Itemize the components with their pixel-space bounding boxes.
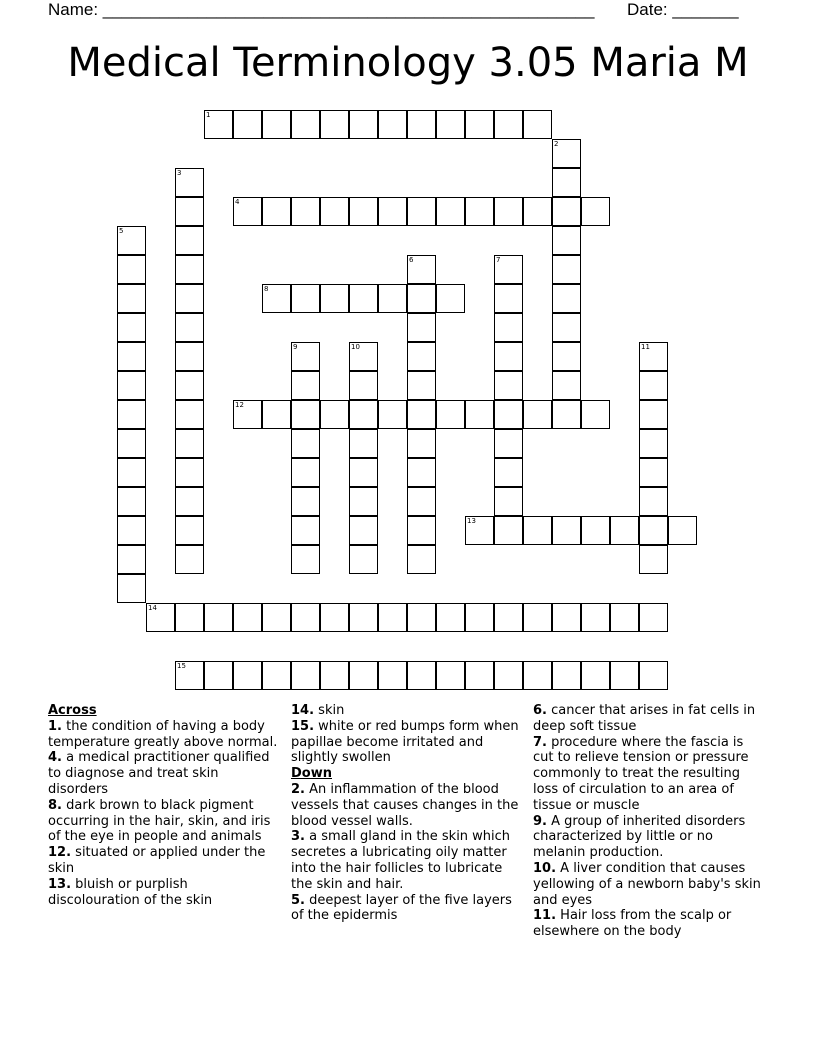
clue-text: Hair loss from the scalp or elsewhere on the body (533, 908, 732, 940)
grid-cell[interactable] (552, 313, 581, 342)
grid-cell[interactable] (117, 255, 146, 284)
clue-across-15 (291, 719, 523, 766)
clue-number: 2. (291, 781, 305, 797)
clue-number: 1. (48, 718, 62, 734)
grid-cell[interactable] (407, 458, 436, 487)
clue-text: skin (318, 703, 345, 718)
cell-number: 3 (177, 169, 182, 177)
grid-cell[interactable] (233, 661, 262, 690)
grid-cell[interactable] (291, 429, 320, 458)
grid-cell[interactable] (610, 661, 639, 690)
grid-cell[interactable] (204, 661, 233, 690)
grid-cell[interactable] (291, 603, 320, 632)
grid-cell[interactable] (552, 661, 581, 690)
grid-cell[interactable] (494, 487, 523, 516)
clue-number: 9. (533, 813, 547, 829)
clue-text: the condition of having a body temperature greatly above normal. (48, 718, 278, 750)
grid-cell[interactable] (639, 545, 668, 574)
grid-cell[interactable] (552, 255, 581, 284)
grid-cell[interactable] (175, 284, 204, 313)
grid-cell[interactable] (407, 429, 436, 458)
grid-cell[interactable] (175, 197, 204, 226)
grid-cell[interactable] (552, 197, 581, 226)
grid-cell[interactable] (552, 284, 581, 313)
grid-cell[interactable] (117, 313, 146, 342)
grid-cell[interactable] (639, 429, 668, 458)
grid-cell[interactable] (175, 255, 204, 284)
grid-cell[interactable] (407, 284, 436, 313)
grid-cell[interactable] (610, 603, 639, 632)
clue-number: 3. (291, 829, 305, 845)
grid-cell[interactable] (436, 603, 465, 632)
grid-cell[interactable] (117, 371, 146, 400)
clue-text: a medical practitioner qualified to diagnose and treat skin disorders (48, 750, 270, 797)
clue-across-12 (48, 845, 280, 877)
clue-across-14 (291, 703, 523, 719)
grid-cell[interactable] (523, 110, 552, 139)
grid-cell[interactable] (175, 400, 204, 429)
grid-cell[interactable] (175, 458, 204, 487)
grid-cell[interactable] (117, 429, 146, 458)
clue-down-9 (533, 814, 765, 861)
name-field[interactable]: Name: ____________________________________________________ (48, 0, 595, 19)
grid-cell[interactable] (494, 371, 523, 400)
grid-cell[interactable] (117, 545, 146, 574)
grid-cell[interactable] (117, 458, 146, 487)
grid-cell[interactable] (233, 110, 262, 139)
grid-cell[interactable] (349, 400, 378, 429)
grid-cell[interactable] (291, 487, 320, 516)
grid-cell[interactable] (349, 661, 378, 690)
cell-number: 12 (235, 401, 244, 409)
grid-cell[interactable] (494, 197, 523, 226)
grid-cell[interactable] (378, 284, 407, 313)
grid-cell[interactable] (552, 226, 581, 255)
grid-cell[interactable] (262, 661, 291, 690)
grid-cell[interactable] (378, 603, 407, 632)
grid-cell[interactable] (349, 197, 378, 226)
grid-cell[interactable] (233, 603, 262, 632)
grid-cell[interactable] (175, 429, 204, 458)
grid-cell[interactable] (378, 197, 407, 226)
clue-text: a small gland in the skin which secretes a lubricating oily matter into the hair follicles to lubricate the skin and hair. (291, 829, 511, 892)
grid-cell[interactable] (436, 661, 465, 690)
grid-cell[interactable] (523, 661, 552, 690)
grid-cell[interactable] (465, 197, 494, 226)
clue-across-4 (48, 750, 280, 797)
cell-number: 5 (119, 227, 124, 235)
cell-number: 8 (264, 285, 269, 293)
grid-cell[interactable] (320, 661, 349, 690)
grid-cell[interactable] (639, 487, 668, 516)
grid-cell[interactable] (349, 429, 378, 458)
grid-cell[interactable] (117, 342, 146, 371)
grid-cell[interactable] (117, 400, 146, 429)
grid-cell[interactable] (117, 284, 146, 313)
grid-cell[interactable] (436, 284, 465, 313)
clue-text: A liver condition that causes yellowing of a newborn baby's skin and eyes (533, 860, 761, 908)
clue-text: bluish or purplish discolouration of the skin (48, 876, 213, 908)
cell-number: 10 (351, 343, 360, 351)
clue-text: situated or applied under the skin (48, 845, 266, 876)
grid-cell[interactable] (262, 400, 291, 429)
grid-cell[interactable] (639, 603, 668, 632)
grid-cell[interactable] (204, 603, 233, 632)
grid-cell[interactable] (175, 313, 204, 342)
grid-cell[interactable] (552, 168, 581, 197)
grid-cell[interactable] (320, 400, 349, 429)
grid-cell[interactable] (494, 342, 523, 371)
cell-number: 14 (148, 604, 157, 612)
grid-cell[interactable] (639, 400, 668, 429)
clue-number: 6. (533, 703, 547, 718)
clue-number: 7. (533, 734, 547, 750)
grid-cell[interactable] (320, 110, 349, 139)
cell-number: 2 (554, 140, 559, 148)
clue-text: dark brown to black pigment occurring in the hair, skin, and iris of the eye in people and animals (48, 797, 271, 845)
cell-number: 6 (409, 256, 414, 264)
clue-number: 13. (48, 876, 72, 892)
grid-cell[interactable] (494, 603, 523, 632)
grid-cell[interactable] (668, 516, 697, 545)
cell-number: 11 (641, 343, 650, 351)
grid-cell[interactable] (639, 371, 668, 400)
grid-cell[interactable] (639, 516, 668, 545)
grid-cell[interactable] (378, 400, 407, 429)
cell-number: 15 (177, 662, 186, 670)
clue-down-11 (533, 908, 765, 940)
grid-cell[interactable] (175, 226, 204, 255)
grid-cell[interactable] (436, 400, 465, 429)
clue-text: procedure where the fascia is cut to relieve tension or pressure commonly to treat the resulting loss of circulation to an area of tissue or muscle (533, 734, 749, 813)
down-heading: Down (291, 766, 332, 782)
grid-cell[interactable] (407, 110, 436, 139)
clue-text: cancer that arises in fat cells in deep soft tissue (533, 703, 756, 734)
grid-cell[interactable] (320, 284, 349, 313)
clue-number: 11. (533, 908, 557, 924)
grid-cell[interactable] (523, 603, 552, 632)
grid-cell[interactable] (291, 516, 320, 545)
grid-cell[interactable] (436, 110, 465, 139)
clue-text: An inflammation of the blood vessels that causes changes in the blood vessel walls. (291, 781, 519, 829)
grid-cell[interactable] (407, 516, 436, 545)
grid-cell[interactable] (407, 197, 436, 226)
cell-number: 9 (293, 343, 298, 351)
grid-cell[interactable] (407, 342, 436, 371)
grid-cell[interactable] (639, 661, 668, 690)
clue-text: A group of inherited disorders characterized by little or no melanin production. (533, 813, 746, 861)
grid-cell[interactable] (494, 429, 523, 458)
grid-cell[interactable] (291, 197, 320, 226)
grid-cell[interactable] (349, 603, 378, 632)
grid-cell[interactable] (117, 487, 146, 516)
grid-cell[interactable] (523, 516, 552, 545)
across-heading: Across (48, 703, 97, 718)
cell-number: 13 (467, 517, 476, 525)
clue-down-5 (291, 893, 523, 925)
grid-cell[interactable] (436, 197, 465, 226)
grid-cell[interactable] (465, 400, 494, 429)
grid-cell[interactable] (407, 661, 436, 690)
grid-cell[interactable] (349, 545, 378, 574)
grid-cell[interactable] (581, 516, 610, 545)
grid-cell[interactable] (349, 458, 378, 487)
clue-number: 8. (48, 797, 62, 813)
grid-cell[interactable] (407, 400, 436, 429)
grid-cell[interactable] (407, 371, 436, 400)
grid-cell[interactable] (175, 516, 204, 545)
grid-cell[interactable] (291, 371, 320, 400)
grid-cell[interactable] (320, 603, 349, 632)
grid-cell[interactable] (378, 110, 407, 139)
cell-number: 1 (206, 111, 211, 119)
clue-column-1 (48, 703, 280, 908)
grid-cell[interactable] (581, 197, 610, 226)
grid-cell[interactable] (407, 603, 436, 632)
grid-cell[interactable] (320, 197, 349, 226)
clue-column-2 (291, 703, 523, 924)
grid-cell[interactable] (552, 603, 581, 632)
grid-cell[interactable] (494, 313, 523, 342)
grid-cell[interactable] (494, 516, 523, 545)
grid-cell[interactable] (262, 110, 291, 139)
grid-cell[interactable] (407, 545, 436, 574)
grid-cell[interactable] (378, 661, 407, 690)
grid-cell[interactable] (291, 545, 320, 574)
grid-cell[interactable] (465, 603, 494, 632)
grid-cell[interactable] (262, 197, 291, 226)
clue-across-1 (48, 719, 280, 751)
grid-cell[interactable] (291, 284, 320, 313)
grid-cell[interactable] (465, 661, 494, 690)
grid-cell[interactable] (407, 487, 436, 516)
clue-number: 15. (291, 718, 315, 734)
date-field[interactable]: Date: _______ (627, 0, 739, 19)
grid-cell[interactable] (175, 371, 204, 400)
cell-number: 4 (235, 198, 240, 206)
clue-across-13 (48, 877, 280, 909)
grid-cell[interactable] (349, 487, 378, 516)
grid-cell[interactable] (175, 603, 204, 632)
grid-cell[interactable] (349, 284, 378, 313)
grid-cell[interactable] (552, 400, 581, 429)
grid-cell[interactable] (552, 516, 581, 545)
clue-number: 12. (48, 845, 72, 861)
clue-number: 5. (291, 892, 305, 908)
grid-cell[interactable] (494, 458, 523, 487)
clue-column-3 (533, 703, 765, 940)
grid-cell[interactable] (610, 516, 639, 545)
grid-cell[interactable] (523, 197, 552, 226)
grid-cell[interactable] (117, 516, 146, 545)
grid-cell[interactable] (581, 661, 610, 690)
clue-down-2 (291, 782, 523, 829)
grid-cell[interactable] (552, 342, 581, 371)
clue-down-6 (533, 703, 765, 735)
grid-cell[interactable] (639, 458, 668, 487)
grid-cell[interactable] (349, 516, 378, 545)
grid-cell[interactable] (349, 371, 378, 400)
grid-cell[interactable] (494, 400, 523, 429)
grid-cell[interactable] (262, 603, 291, 632)
grid-cell[interactable] (117, 574, 146, 603)
clue-number: 14. (291, 703, 315, 718)
grid-cell[interactable] (552, 371, 581, 400)
grid-cell[interactable] (407, 313, 436, 342)
cell-number: 7 (496, 256, 501, 264)
grid-cell[interactable] (175, 487, 204, 516)
grid-cell[interactable] (494, 661, 523, 690)
grid-cell[interactable] (175, 342, 204, 371)
grid-cell[interactable] (523, 400, 552, 429)
grid-cell[interactable] (291, 400, 320, 429)
grid-cell[interactable] (291, 661, 320, 690)
clue-down-3 (291, 829, 523, 892)
grid-cell[interactable] (581, 603, 610, 632)
grid-cell[interactable] (494, 110, 523, 139)
clue-text: deepest layer of the five layers of the epidermis (291, 892, 512, 924)
clue-number: 4. (48, 750, 62, 766)
grid-cell[interactable] (291, 458, 320, 487)
grid-cell[interactable] (349, 110, 378, 139)
grid-cell[interactable] (465, 110, 494, 139)
clue-number: 10. (533, 860, 557, 876)
clue-down-7 (533, 735, 765, 814)
clue-across-8 (48, 798, 280, 845)
grid-cell[interactable] (581, 400, 610, 429)
clue-down-10 (533, 861, 765, 908)
page-title: Medical Terminology 3.05 Maria M (67, 40, 749, 86)
clue-text: white or red bumps form when papillae become irritated and slightly swollen (291, 718, 519, 766)
grid-cell[interactable] (291, 110, 320, 139)
grid-cell[interactable] (175, 545, 204, 574)
grid-cell[interactable] (494, 284, 523, 313)
